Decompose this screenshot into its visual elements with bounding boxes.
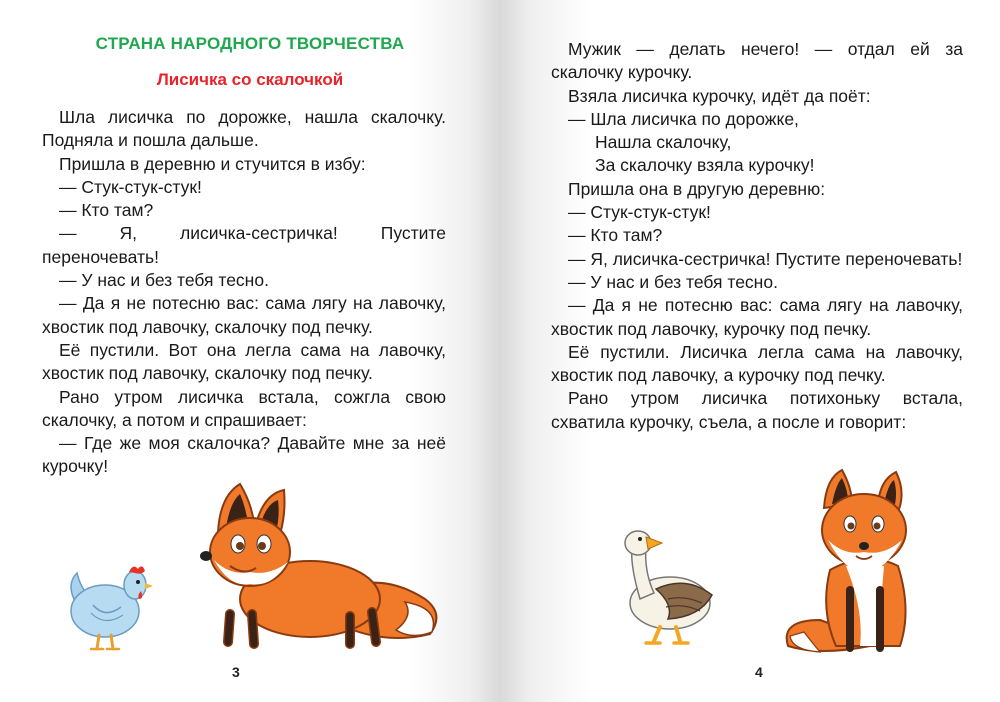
paragraph: — Где же моя скалочка? Давайте мне за неё курочку!: [42, 433, 446, 477]
lying-fox-illustration: [200, 484, 450, 654]
page-number: 3: [232, 664, 240, 680]
paragraph: — Кто там?: [59, 200, 154, 221]
goose-illustration: [608, 525, 718, 650]
paragraph: — У нас и без тебя тесно.: [59, 270, 269, 291]
paragraph: Пришла в деревню и стучится в избу:: [59, 153, 366, 174]
page-number: 4: [755, 664, 763, 680]
right-page-text: [551, 38, 963, 434]
paragraph: Взяла лисичка курочку, идёт да поёт:: [568, 85, 871, 106]
section-title: СТРАНА НАРОДНОГО ТВОРЧЕСТВА: [95, 34, 405, 53]
paragraph: — Шла лисичка по дорожке,: [568, 108, 799, 129]
paragraph: Рано утром лисичка потихоньку встала, схватила курочку, съела, а после и говорит:: [551, 388, 963, 432]
paragraph: — Да я не потесню вас: сама лягу на лавочку, хвостик под лавочку, курочку под печку.: [551, 295, 963, 339]
paragraph: — Кто там?: [568, 225, 663, 246]
paragraph: Мужик — делать нечего! — отдал ей за скалочку курочку.: [551, 39, 963, 83]
right-page: [500, 0, 1000, 702]
paragraph: — У нас и без тебя тесно.: [568, 271, 778, 292]
paragraph: — Да я не потесню вас: сама лягу на лавочку, хвостик под лавочку, скалочку под печку.: [42, 293, 446, 337]
paragraph: Шла лисичка по дорожке, нашла скалочку. Подняла и пошла дальше.: [42, 107, 446, 151]
paragraph: Рано утром лисичка встала, сожгла свою скалочку, а потом и спрашивает:: [42, 386, 446, 430]
paragraph: Пришла она в другую деревню:: [568, 178, 826, 199]
paragraph: Её пустили. Лисичка легла сама на лавочку, хвостик под лавочку, а курочку под печку.: [551, 341, 963, 386]
sitting-fox-illustration: [780, 470, 955, 655]
paragraph: — Стук-стук-стук!: [568, 202, 711, 223]
paragraph: — Стук-стук-стук!: [59, 176, 202, 197]
hen-illustration: [55, 555, 155, 655]
verse-line: За скалочку взяла курочку!: [595, 155, 815, 176]
paragraph: — Я, лисичка-сестричка! Пустите переночевать!: [42, 223, 446, 267]
paragraph: — Я, лисичка-сестричка! Пустите переночевать!: [568, 248, 963, 269]
left-page-text: [42, 106, 446, 479]
verse-line: Нашла скалочку,: [595, 132, 732, 153]
story-title: Лисичка со скалочкой: [156, 70, 344, 89]
paragraph: Её пустили. Вот она легла сама на лавочку, хвостик под лавочку, скалочку под печку.: [42, 339, 446, 384]
